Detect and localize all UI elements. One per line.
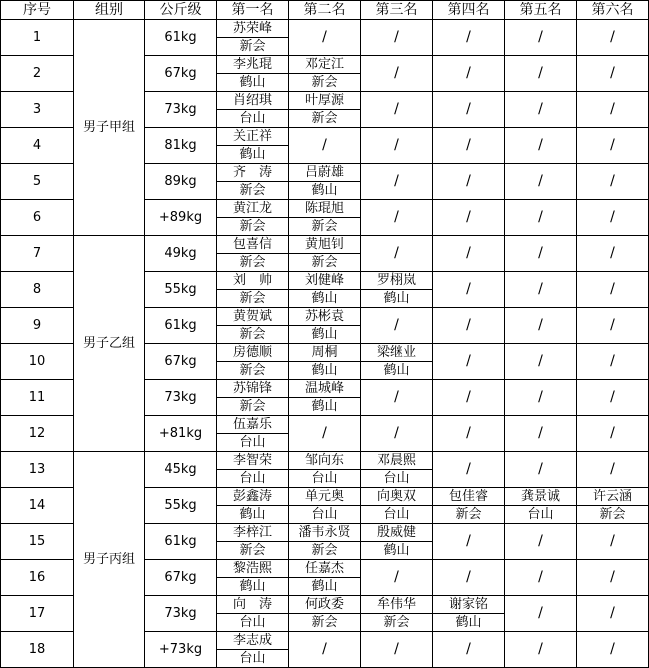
athlete-city: 新会 xyxy=(289,218,361,236)
empty-place: / xyxy=(505,200,577,236)
row-number: 9 xyxy=(1,308,74,344)
athlete-name: 任嘉杰 xyxy=(289,560,361,578)
weight-class: 89kg xyxy=(145,164,217,200)
row-number: 7 xyxy=(1,236,74,272)
empty-place: / xyxy=(433,416,505,452)
athlete-city: 鹤山 xyxy=(217,146,289,164)
empty-place: / xyxy=(361,308,433,344)
weight-class: 45kg xyxy=(145,452,217,488)
athlete-name: 齐 涛 xyxy=(217,164,289,182)
athlete-city: 新会 xyxy=(217,218,289,236)
row-number: 5 xyxy=(1,164,74,200)
athlete-name: 向奥双 xyxy=(361,488,433,506)
athlete-name: 温城峰 xyxy=(289,380,361,398)
empty-place: / xyxy=(433,128,505,164)
empty-place: / xyxy=(577,380,649,416)
empty-place: / xyxy=(361,416,433,452)
athlete-name: 黄贺斌 xyxy=(217,308,289,326)
athlete-city: 新会 xyxy=(217,326,289,344)
empty-place: / xyxy=(505,560,577,596)
athlete-name: 包佳睿 xyxy=(433,488,505,506)
empty-place: / xyxy=(361,560,433,596)
athlete-city: 台山 xyxy=(217,614,289,632)
athlete-name: 罗栩岚 xyxy=(361,272,433,290)
column-header: 组别 xyxy=(74,1,145,20)
empty-place: / xyxy=(577,236,649,272)
athlete-name: 伍嘉乐 xyxy=(217,416,289,434)
column-header: 第二名 xyxy=(289,1,361,20)
empty-place: / xyxy=(433,20,505,56)
empty-place: / xyxy=(577,128,649,164)
weight-class: 67kg xyxy=(145,56,217,92)
column-header: 第四名 xyxy=(433,1,505,20)
athlete-city: 鹤山 xyxy=(433,614,505,632)
empty-place: / xyxy=(505,596,577,632)
athlete-name: 苏荣峰 xyxy=(217,20,289,38)
weight-class: +73kg xyxy=(145,632,217,668)
athlete-city: 新会 xyxy=(217,290,289,308)
row-number: 3 xyxy=(1,92,74,128)
empty-place: / xyxy=(433,380,505,416)
athlete-city: 台山 xyxy=(217,434,289,452)
empty-place: / xyxy=(505,524,577,560)
empty-place: / xyxy=(433,200,505,236)
empty-place: / xyxy=(433,344,505,380)
athlete-name: 吕蔚雄 xyxy=(289,164,361,182)
weight-class: 49kg xyxy=(145,236,217,272)
athlete-name: 房德顺 xyxy=(217,344,289,362)
empty-place: / xyxy=(505,236,577,272)
athlete-city: 鹤山 xyxy=(361,362,433,380)
row-number: 4 xyxy=(1,128,74,164)
empty-place: / xyxy=(577,20,649,56)
empty-place: / xyxy=(433,632,505,668)
athlete-name: 李兆琨 xyxy=(217,56,289,74)
empty-place: / xyxy=(577,56,649,92)
column-header: 第六名 xyxy=(577,1,649,20)
empty-place: / xyxy=(505,164,577,200)
weight-class: 55kg xyxy=(145,272,217,308)
row-number: 13 xyxy=(1,452,74,488)
athlete-name: 何政委 xyxy=(289,596,361,614)
athlete-name: 关正祥 xyxy=(217,128,289,146)
empty-place: / xyxy=(577,272,649,308)
athlete-city: 新会 xyxy=(217,38,289,56)
athlete-name: 包喜信 xyxy=(217,236,289,254)
athlete-city: 台山 xyxy=(217,470,289,488)
athlete-city: 台山 xyxy=(361,470,433,488)
athlete-name: 叶厚源 xyxy=(289,92,361,110)
weight-class: 73kg xyxy=(145,596,217,632)
athlete-name: 刘健峰 xyxy=(289,272,361,290)
athlete-city: 新会 xyxy=(217,398,289,416)
empty-place: / xyxy=(577,92,649,128)
athlete-name: 黄旭钊 xyxy=(289,236,361,254)
athlete-city: 新会 xyxy=(289,254,361,272)
empty-place: / xyxy=(361,164,433,200)
athlete-name: 谢家铭 xyxy=(433,596,505,614)
empty-place: / xyxy=(433,164,505,200)
athlete-name: 殷威健 xyxy=(361,524,433,542)
weight-class: +81kg xyxy=(145,416,217,452)
athlete-city: 台山 xyxy=(505,506,577,524)
empty-place: / xyxy=(577,164,649,200)
athlete-name: 单元奥 xyxy=(289,488,361,506)
athlete-city: 鹤山 xyxy=(289,290,361,308)
weight-class: +89kg xyxy=(145,200,217,236)
athlete-name: 潘韦永贤 xyxy=(289,524,361,542)
empty-place: / xyxy=(361,632,433,668)
athlete-city: 鹤山 xyxy=(289,578,361,596)
athlete-city: 鹤山 xyxy=(289,326,361,344)
empty-place: / xyxy=(433,56,505,92)
athlete-city: 新会 xyxy=(217,362,289,380)
empty-place: / xyxy=(289,128,361,164)
table-row xyxy=(1,236,649,254)
athlete-name: 肖绍琪 xyxy=(217,92,289,110)
empty-place: / xyxy=(577,344,649,380)
empty-place: / xyxy=(505,452,577,488)
empty-place: / xyxy=(433,308,505,344)
empty-place: / xyxy=(361,20,433,56)
empty-place: / xyxy=(505,92,577,128)
row-number: 15 xyxy=(1,524,74,560)
athlete-city: 新会 xyxy=(289,74,361,92)
empty-place: / xyxy=(577,452,649,488)
athlete-name: 向 涛 xyxy=(217,596,289,614)
athlete-name: 梁继业 xyxy=(361,344,433,362)
weight-class: 81kg xyxy=(145,128,217,164)
empty-place: / xyxy=(361,200,433,236)
athlete-city: 台山 xyxy=(217,110,289,128)
athlete-name: 刘 帅 xyxy=(217,272,289,290)
empty-place: / xyxy=(433,524,505,560)
header-row xyxy=(1,1,649,20)
empty-place: / xyxy=(361,380,433,416)
athlete-city: 新会 xyxy=(577,506,649,524)
athlete-name: 邓晨熙 xyxy=(361,452,433,470)
empty-place: / xyxy=(577,524,649,560)
row-number: 1 xyxy=(1,20,74,56)
empty-place: / xyxy=(289,20,361,56)
empty-place: / xyxy=(505,20,577,56)
empty-place: / xyxy=(361,236,433,272)
row-number: 11 xyxy=(1,380,74,416)
athlete-name: 苏锦锋 xyxy=(217,380,289,398)
weight-class: 61kg xyxy=(145,20,217,56)
row-number: 17 xyxy=(1,596,74,632)
empty-place: / xyxy=(577,416,649,452)
group-label: 男子乙组 xyxy=(74,236,145,452)
empty-place: / xyxy=(433,452,505,488)
empty-place: / xyxy=(577,596,649,632)
empty-place: / xyxy=(577,632,649,668)
empty-place: / xyxy=(577,560,649,596)
weight-class: 73kg xyxy=(145,92,217,128)
empty-place: / xyxy=(505,380,577,416)
weight-class: 61kg xyxy=(145,524,217,560)
athlete-city: 新会 xyxy=(217,254,289,272)
empty-place: / xyxy=(505,272,577,308)
athlete-name: 龚景诚 xyxy=(505,488,577,506)
column-header: 第五名 xyxy=(505,1,577,20)
athlete-name: 李智荣 xyxy=(217,452,289,470)
athlete-city: 台山 xyxy=(361,506,433,524)
athlete-name: 周桐 xyxy=(289,344,361,362)
athlete-city: 台山 xyxy=(289,506,361,524)
weight-class: 67kg xyxy=(145,344,217,380)
row-number: 8 xyxy=(1,272,74,308)
athlete-name: 邹向东 xyxy=(289,452,361,470)
weight-class: 55kg xyxy=(145,488,217,524)
athlete-city: 鹤山 xyxy=(361,290,433,308)
empty-place: / xyxy=(433,272,505,308)
row-number: 2 xyxy=(1,56,74,92)
table-row xyxy=(1,452,649,470)
empty-place: / xyxy=(361,56,433,92)
row-number: 18 xyxy=(1,632,74,668)
column-header: 第三名 xyxy=(361,1,433,20)
empty-place: / xyxy=(505,416,577,452)
empty-place: / xyxy=(505,128,577,164)
weight-class: 61kg xyxy=(145,308,217,344)
athlete-name: 彭鑫涛 xyxy=(217,488,289,506)
empty-place: / xyxy=(361,128,433,164)
group-label: 男子丙组 xyxy=(74,452,145,668)
athlete-city: 新会 xyxy=(217,182,289,200)
row-number: 16 xyxy=(1,560,74,596)
athlete-city: 鹤山 xyxy=(289,182,361,200)
athlete-name: 李志成 xyxy=(217,632,289,650)
row-number: 6 xyxy=(1,200,74,236)
athlete-name: 李梓江 xyxy=(217,524,289,542)
row-number: 12 xyxy=(1,416,74,452)
athlete-city: 鹤山 xyxy=(289,362,361,380)
athlete-city: 鹤山 xyxy=(217,506,289,524)
empty-place: / xyxy=(577,308,649,344)
athlete-city: 新会 xyxy=(289,614,361,632)
empty-place: / xyxy=(505,344,577,380)
empty-place: / xyxy=(505,56,577,92)
empty-place: / xyxy=(505,632,577,668)
athlete-city: 新会 xyxy=(289,542,361,560)
athlete-name: 苏彬袁 xyxy=(289,308,361,326)
empty-place: / xyxy=(289,632,361,668)
athlete-name: 黎浩熙 xyxy=(217,560,289,578)
empty-place: / xyxy=(433,92,505,128)
athlete-city: 鹤山 xyxy=(361,542,433,560)
weight-class: 73kg xyxy=(145,380,217,416)
empty-place: / xyxy=(577,200,649,236)
row-number: 14 xyxy=(1,488,74,524)
empty-place: / xyxy=(433,236,505,272)
empty-place: / xyxy=(505,308,577,344)
athlete-name: 许云涵 xyxy=(577,488,649,506)
empty-place: / xyxy=(433,560,505,596)
athlete-city: 新会 xyxy=(433,506,505,524)
athlete-city: 鹤山 xyxy=(217,74,289,92)
column-header: 序号 xyxy=(1,1,74,20)
athlete-name: 邓定江 xyxy=(289,56,361,74)
column-header: 公斤级 xyxy=(145,1,217,20)
weight-class: 67kg xyxy=(145,560,217,596)
group-label: 男子甲组 xyxy=(74,20,145,236)
athlete-city: 台山 xyxy=(217,650,289,668)
athlete-name: 黄江龙 xyxy=(217,200,289,218)
athlete-city: 新会 xyxy=(361,614,433,632)
athlete-name: 陈琨旭 xyxy=(289,200,361,218)
row-number: 10 xyxy=(1,344,74,380)
athlete-name: 牟伟华 xyxy=(361,596,433,614)
empty-place: / xyxy=(289,416,361,452)
athlete-city: 新会 xyxy=(289,110,361,128)
athlete-city: 台山 xyxy=(289,470,361,488)
empty-place: / xyxy=(361,92,433,128)
athlete-city: 鹤山 xyxy=(217,578,289,596)
athlete-city: 鹤山 xyxy=(289,398,361,416)
athlete-city: 新会 xyxy=(217,542,289,560)
table-row xyxy=(1,20,649,38)
column-header: 第一名 xyxy=(217,1,289,20)
